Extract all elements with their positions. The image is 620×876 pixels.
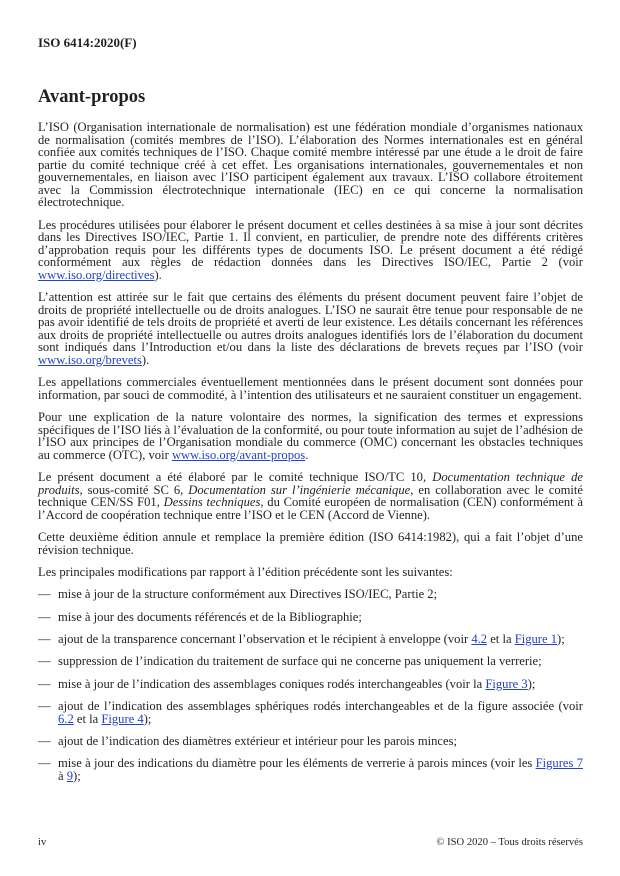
change-text-segment: );: [527, 676, 536, 691]
committee-title: Documentation technique de produits: [38, 470, 584, 497]
foreword-body: [38, 121, 583, 792]
change-text: mise à jour de la structure conformément aux Directives ISO/IEC, Partie 2;: [58, 587, 438, 602]
figure-9-link[interactable]: 9: [66, 768, 74, 783]
list-item: [38, 735, 583, 748]
dash-bullet: —: [38, 609, 51, 624]
change-text-segment: mise à jour des indications du diamètre pour les éléments de verrerie à parois minces (voir les: [58, 756, 536, 771]
change-text: [58, 757, 583, 782]
list-item: [38, 757, 583, 782]
document-designation: ISO 6414:2020(F): [38, 35, 137, 50]
change-text: suppression de l’indication du traitement de surface qui ne concerne pas uniquement la verrerie;: [58, 654, 542, 669]
paragraph-text: .: [305, 447, 309, 462]
paragraph-procedures: [38, 219, 583, 282]
dash-bullet: —: [38, 676, 51, 691]
paragraph-changes-intro: Les principales modifications par rapport à l’édition précédente sont les suivantes:: [38, 564, 453, 579]
page-number: iv: [38, 837, 47, 848]
change-text-segment: );: [557, 632, 565, 647]
dash-bullet: —: [38, 756, 51, 771]
paragraph-text: Les procédures utilisées pour élaborer le présent document et celles destinées à sa mise à jour sont décrites dans les Directives ISO/IEC, Partie 1. Il convient, en particulier, de prendre note des différents critères d’approbation requis pour les différents types de documents ISO. Le présent document a été rédigé conformément aux règles de rédaction données dans les Directives ISO/IEC, Partie 2 (voir: [38, 217, 583, 270]
directives-link[interactable]: www.iso.org/directives: [38, 267, 155, 282]
list-item: [38, 588, 583, 601]
figure-3-link[interactable]: Figure 3: [485, 676, 528, 691]
figure-7-link[interactable]: Figures 7: [535, 756, 583, 771]
foreword-info-link[interactable]: www.iso.org/avant-propos: [171, 447, 306, 462]
dash-bullet: —: [38, 632, 51, 647]
change-text: mise à jour des documents référencés et de la Bibliographie;: [58, 609, 362, 624]
change-text-segment: ajout de l’indication des assemblages sphériques rodés interchangeables et de la figure associée (voir: [58, 699, 583, 714]
dash-bullet: —: [38, 587, 51, 602]
paragraph-organisation: L’ISO (Organisation internationale de normalisation) est une fédération mondiale d’organismes nationaux de normalisation (comités membres de l’ISO). L’élaboration des Normes internationales est en général confiée aux comités techniques de l’ISO. Chaque comité membre intéressé par une étude a le droit de faire partie du comité technique créé à cet effet. Les organisations internationales, gouvernementales et non gouvernementales, en liaison avec l’ISO participent également aux travaux. L’ISO collabore étroitement avec la Commission électrotechnique internationale (IEC) en ce qui concerne la normalisation électrotechnique.: [38, 120, 583, 210]
figure-1-link[interactable]: Figure 1: [514, 632, 558, 647]
paragraph-text: , en collaboration avec le comité technique CEN/SS F01,: [38, 482, 584, 510]
paragraph-text: L’attention est attirée sur le fait que certains des éléments du présent document peuvent faire l’objet de droits de propriété intellectuelle ou de droits analogues. L’ISO ne saurait être tenue pour responsable de ne pas avoir identifié de tels droits de propriété et averti de leur existence. Les détails concernant les références aux droits de propriété intellectuelle ou autres droits analogues identifiés lors de l’élaboration du document sont indiqués dans l’Introduction et/ou dans la liste des déclarations de brevets reçues par l’ISO (voir: [38, 290, 583, 355]
paragraph-trade-names: Les appellations commerciales éventuellement mentionnées dans le présent document sont données pour information, par souci de commodité, à l’intention des utilisateurs et ne sauraient constituer un engagement.: [38, 375, 583, 402]
changes-list: [38, 588, 583, 782]
list-item: [38, 655, 583, 668]
change-text-segment: et la: [73, 711, 102, 726]
paragraph-text: , sous-comité SC 6,: [79, 482, 189, 497]
clause-6-2-link[interactable]: 6.2: [58, 711, 74, 726]
section-title: Avant-propos: [38, 87, 146, 107]
clause-4-2-link[interactable]: 4.2: [471, 632, 488, 647]
paragraph-text: ).: [141, 352, 150, 367]
change-text: [58, 633, 583, 646]
patents-link[interactable]: www.iso.org/brevets: [38, 352, 142, 367]
dash-bullet: —: [38, 733, 51, 748]
dash-bullet: —: [38, 699, 51, 714]
paragraph-text: Le présent document a été élaboré par le comité technique ISO/TC 10,: [38, 470, 433, 485]
subcommittee-title: Documentation sur l’ingénierie mécanique: [188, 482, 411, 497]
change-text: [58, 678, 583, 691]
paragraph-voluntary: [38, 411, 583, 461]
paragraph-text: , du Comité européen de normalisation (CEN) conformément à l’Accord de coopération technique entre l’ISO et le CEN (Accord de Vienne).: [38, 495, 583, 522]
change-text-segment: ajout de la transparence concernant l’observation et le récipient à enveloppe (voir: [58, 632, 472, 647]
change-text-segment: à: [58, 768, 67, 783]
figure-4-link[interactable]: Figure 4: [101, 711, 144, 726]
change-text-segment: );: [143, 711, 152, 726]
change-text-segment: et la: [487, 632, 515, 647]
dash-bullet: —: [38, 654, 51, 669]
paragraph-edition: Cette deuxième édition annule et remplace la première édition (ISO 6414:1982), qui a fait l’objet d’une révision technique.: [38, 530, 583, 557]
paragraph-committee: [38, 471, 583, 521]
list-item: [38, 678, 583, 691]
change-text-segment: mise à jour de l’indication des assemblages coniques rodés interchangeables (voir la: [58, 676, 486, 691]
paragraph-text: ).: [154, 267, 162, 282]
copyright-notice: © ISO 2020 – Tous droits réservés: [436, 837, 583, 848]
list-item: [38, 611, 583, 624]
change-text-segment: );: [73, 768, 81, 783]
list-item: [38, 700, 583, 725]
change-text: ajout de l’indication des diamètres extérieur et intérieur pour les parois minces;: [58, 733, 458, 748]
change-text: [58, 700, 583, 725]
paragraph-patents: [38, 291, 583, 366]
list-item: [38, 633, 583, 646]
cen-committee-title: Dessins techniques: [163, 495, 261, 510]
paragraph-text: Pour une explication de la nature volontaire des normes, la signification des termes et expressions spécifiques de l’ISO liés à l’évaluation de la conformité, ou pour toute information au sujet de l’adhésion de l’ISO aux principes de l’Organisation mondiale du commerce (OMC) concernant les obstacles techniques au commerce (OTC), voir: [38, 410, 583, 462]
